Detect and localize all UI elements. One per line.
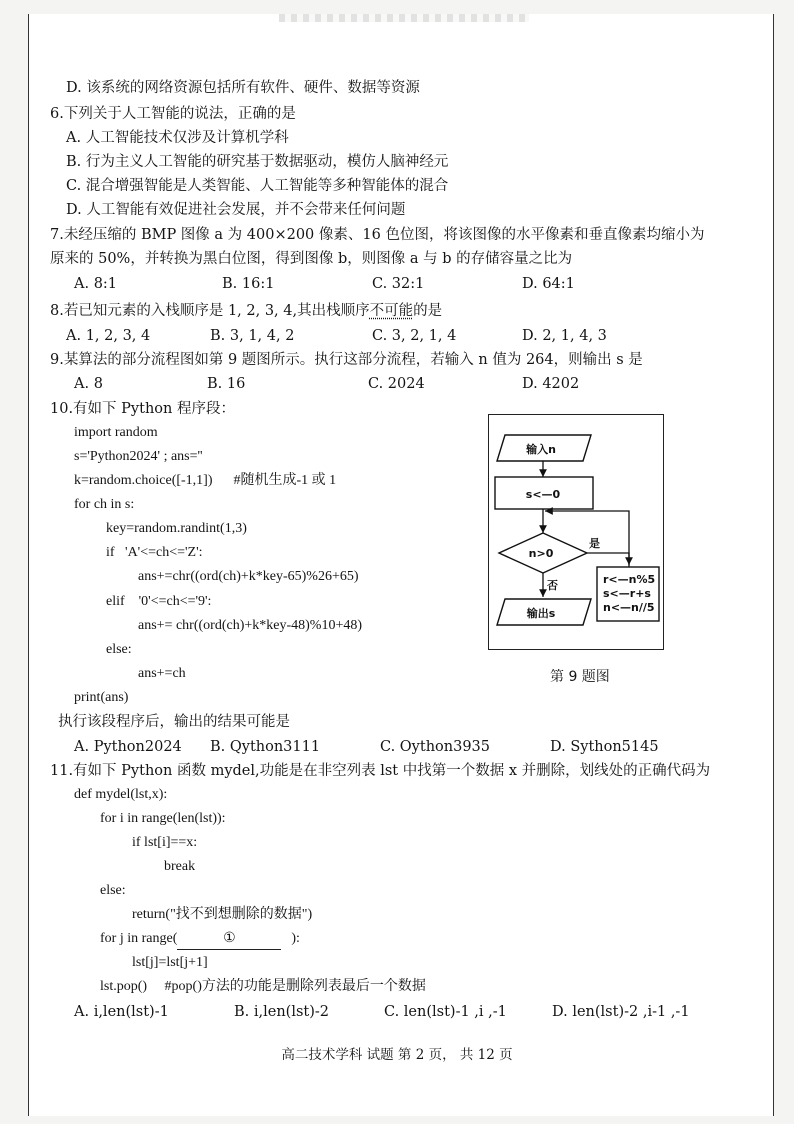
q8-stem-suffix: 的是 [413, 303, 443, 319]
q8-option-a: A. 1, 2, 3, 4 [66, 328, 151, 344]
q11-answer-blank[interactable]: ① [177, 929, 281, 950]
q6-option-a: A. 人工智能技术仅涉及计算机学科 [66, 130, 289, 146]
flow-no-label: 否 [547, 579, 558, 592]
q7-option-d: D. 64:1 [522, 276, 575, 292]
q10-code-line: k=random.choice([-1,1]) #随机生成-1 或 1 [74, 473, 337, 488]
q11-code-line: else: [100, 883, 126, 898]
q10-code-line: ans+= chr((ord(ch)+k*key-48)%10+48) [138, 618, 363, 633]
q10-code-line: elif '0'<=ch<='9': [106, 594, 212, 609]
q7-stem-line1: 7.未经压缩的 BMP 图像 a 为 400×200 像素、16 色位图，将该图像的水平像素和垂直像素均缩小为 [50, 227, 705, 243]
flow-body-line: n<—n//5 [603, 601, 655, 614]
q10-option-b: B. Qython3111 [210, 739, 321, 755]
q9-option-b: B. 16 [207, 376, 246, 392]
flowchart-svg [489, 415, 663, 649]
q11-code-for-suffix: ): [291, 931, 300, 946]
q10-code-line: import random [74, 425, 158, 440]
q9-flowchart [488, 414, 664, 650]
q11-code-line: break [164, 859, 196, 874]
flow-condition-label: n>0 [528, 547, 554, 560]
flow-yes-arrow [587, 553, 629, 565]
scan-mark [279, 14, 529, 22]
q11-code-line: return("找不到想删除的数据") [132, 907, 313, 922]
flow-body-line: r<—n%5 [603, 573, 656, 586]
q11-code-line-blank [100, 929, 300, 950]
q9-option-d: D. 4202 [522, 376, 580, 392]
q10-option-a: A. Python2024 [74, 739, 182, 755]
q6-option-c: C. 混合增强智能是人类智能、人工智能等多种智能体的混合 [66, 178, 449, 194]
q11-option-a: A. i,len(lst)-1 [74, 1004, 169, 1020]
q9-figure-caption: 第 9 题图 [550, 669, 610, 685]
q10-stem: 10.有如下 Python 程序段： [50, 401, 235, 417]
flow-input-label: 输入n [526, 443, 556, 456]
q11-option-c: C. len(lst)-1 ,i ,-1 [384, 1004, 507, 1020]
q9-option-c: C. 2024 [368, 376, 425, 392]
q11-code-line: for i in range(len(lst)): [100, 811, 226, 826]
q11-code-line: lst[j]=lst[j+1] [132, 955, 208, 970]
q10-code-line: else: [106, 642, 132, 657]
q11-stem: 11.有如下 Python 函数 mydel,功能是在非空列表 lst 中找第一个数据 x 并删除，划线处的正确代码为 [50, 763, 711, 779]
q8-option-d: D. 2, 1, 4, 3 [522, 328, 607, 344]
q11-code-for-prefix: for j in range( [100, 931, 178, 946]
q11-code-line: if lst[i]==x: [132, 835, 198, 850]
q10-after-text: 执行该段程序后，输出的结果可能是 [58, 714, 290, 730]
q6-option-b: B. 行为主义人工智能的研究基于数据驱动，模仿人脑神经元 [66, 154, 449, 170]
q8-stem-emphasis: 不可能 [369, 303, 414, 319]
flow-yes-label: 是 [589, 537, 600, 550]
q10-code-line: ans+=chr((ord(ch)+k*key-65)%26+65) [138, 569, 359, 584]
q6-option-d: D. 人工智能有效促进社会发展，并不会带来任何问题 [66, 202, 406, 218]
q7-option-a: A. 8:1 [74, 276, 118, 292]
q10-code-line: for ch in s: [74, 497, 135, 512]
flow-output-label: 输出s [526, 607, 556, 620]
q11-option-b: B. i,len(lst)-2 [234, 1004, 330, 1020]
q6-stem: 6.下列关于人工智能的说法，正确的是 [50, 106, 296, 122]
flow-init-label: s<—0 [525, 488, 561, 501]
q9-option-a: A. 8 [74, 376, 103, 392]
q11-option-d: D. len(lst)-2 ,i-1 ,-1 [552, 1004, 690, 1020]
q11-code-line: def mydel(lst,x): [74, 787, 168, 802]
q7-option-c: C. 32:1 [372, 276, 425, 292]
q10-option-d: D. Sython5145 [550, 739, 659, 755]
q7-stem-line2: 原来的 50%，并转换为黑白位图，得到图像 b，则图像 a 与 b 的存储容量之比为 [50, 251, 573, 267]
q8-option-b: B. 3, 1, 4, 2 [210, 328, 295, 344]
q8-option-c: C. 3, 2, 1, 4 [372, 328, 457, 344]
q10-option-c: C. Oython3935 [380, 739, 491, 755]
q11-code-line: lst.pop() #pop()方法的功能是删除列表最后一个数据 [100, 979, 426, 994]
q10-code-line: ans+=ch [138, 666, 186, 681]
q10-code-line: key=random.randint(1,3) [106, 521, 247, 536]
q8-stem-prefix: 8.若已知元素的入栈顺序是 1, 2, 3, 4,其出栈顺序 [50, 303, 370, 319]
page-footer: 高二技术学科 试题 第 2 页， 共 12 页 [281, 1047, 513, 1063]
q8-stem [50, 301, 442, 321]
q10-code-line: if 'A'<=ch<='Z': [106, 545, 203, 560]
q7-option-b: B. 16:1 [222, 276, 275, 292]
q10-code-line: print(ans) [74, 690, 129, 705]
q9-stem: 9.某算法的部分流程图如第 9 题图所示。执行这部分流程，若输入 n 值为 264，则输出 s 是 [50, 352, 643, 368]
flow-body-line: s<—r+s [603, 587, 651, 600]
q5-option-d: D. 该系统的网络资源包括所有软件、硬件、数据等资源 [66, 80, 420, 96]
q10-code-line: s='Python2024' ; ans='' [74, 449, 203, 464]
